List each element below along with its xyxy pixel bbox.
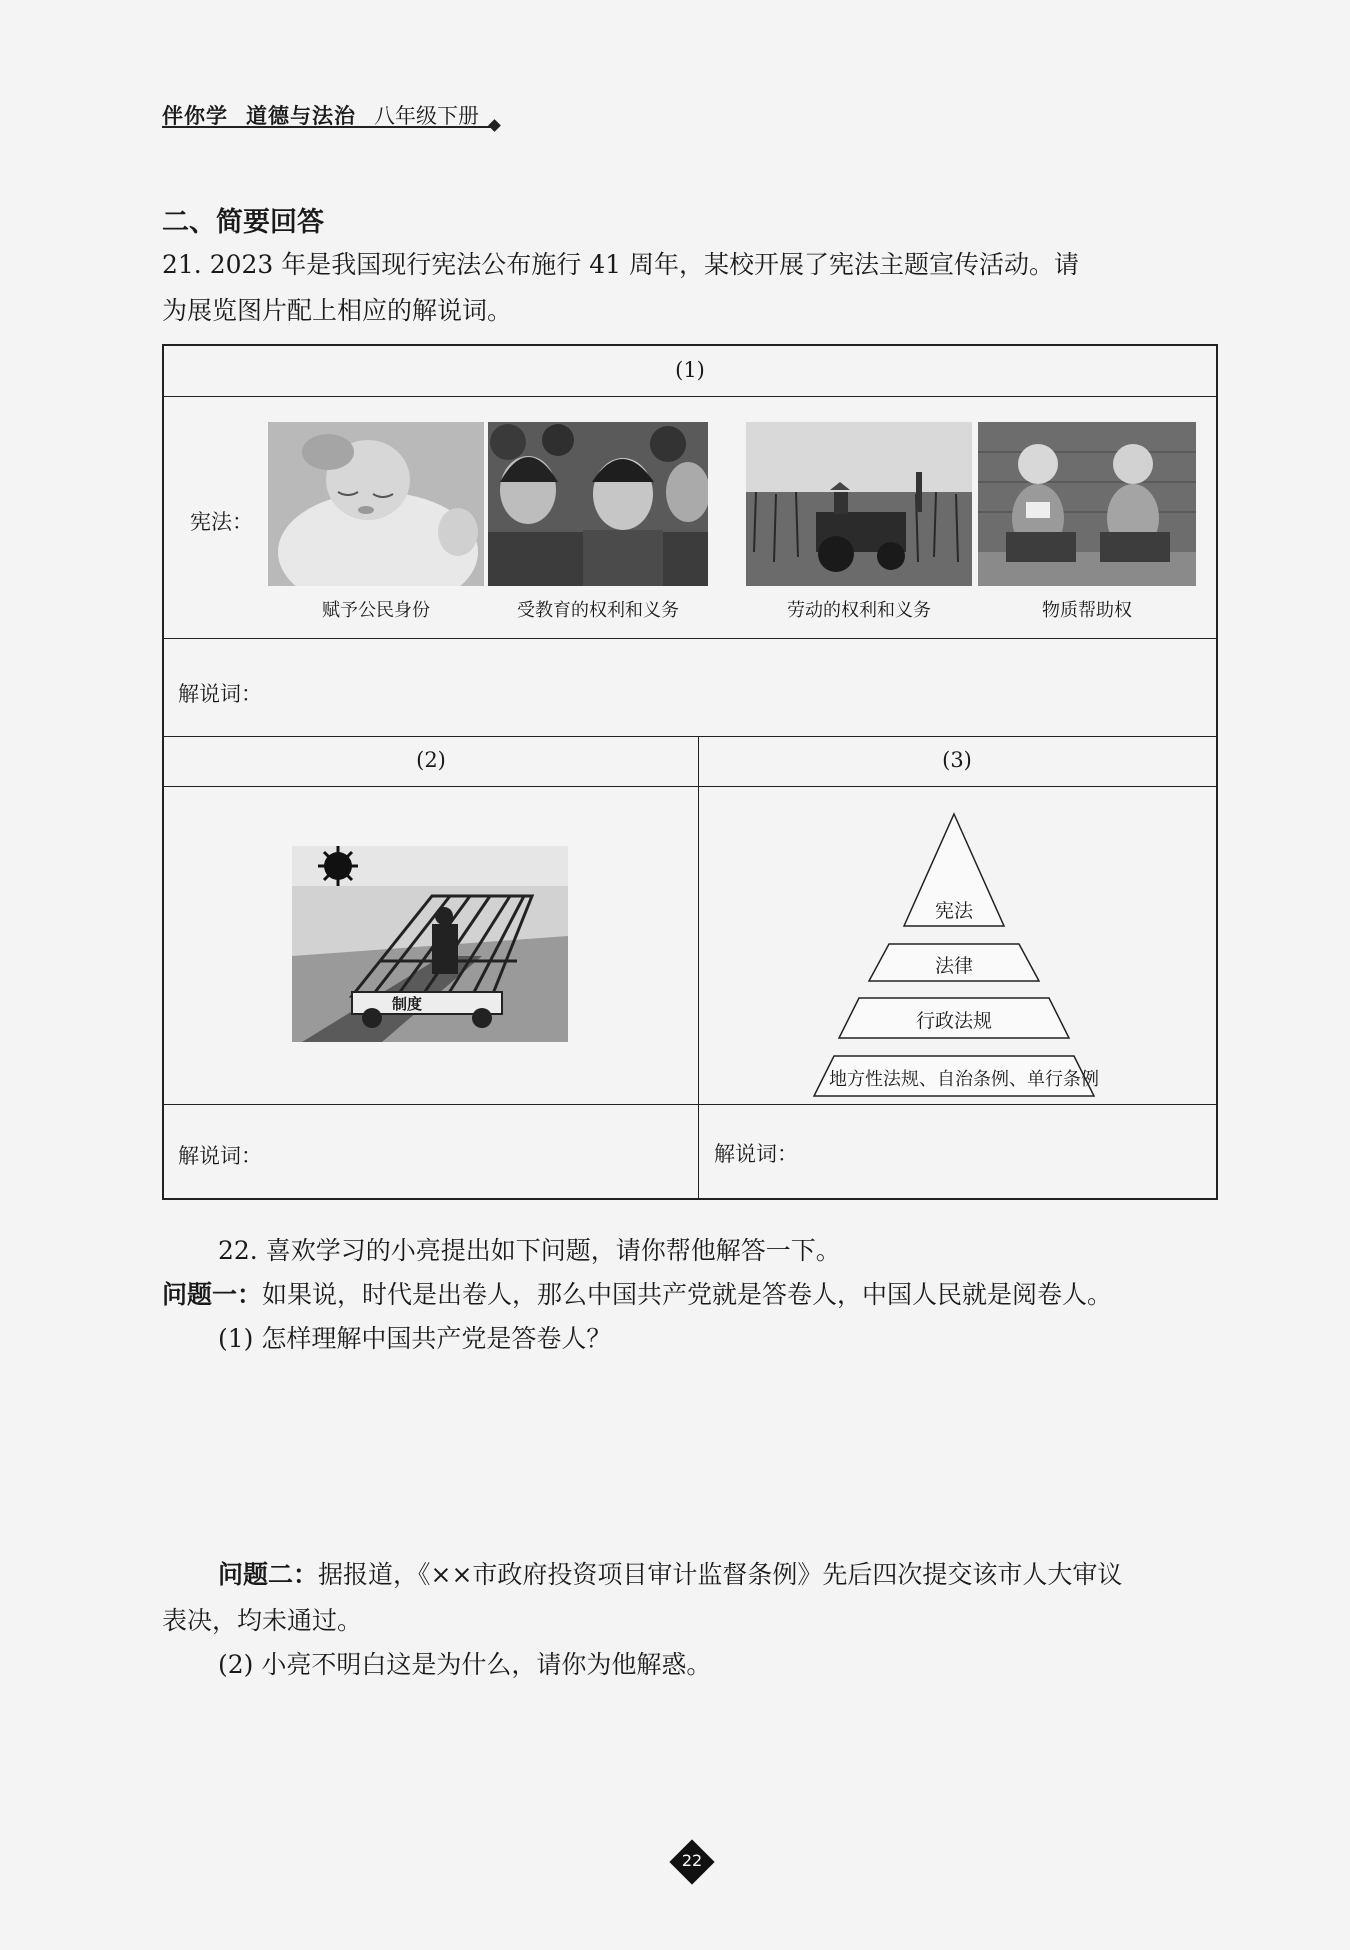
commentary-label-1: 解说词： bbox=[178, 682, 262, 706]
section-title: 二、简要回答 bbox=[162, 207, 324, 238]
row-divider bbox=[164, 396, 1216, 397]
tractor-photo bbox=[746, 422, 972, 586]
row-divider bbox=[164, 638, 1216, 639]
q22-sub2: (2) 小亮不明白这是为什么，请你为他解惑。 bbox=[218, 1650, 712, 1679]
header-diamond-icon bbox=[488, 119, 501, 132]
page-number-text: 22 bbox=[681, 1851, 703, 1870]
pyramid-level-law: 法律 bbox=[934, 955, 973, 977]
caption-education: 受教育的权利和义务 bbox=[517, 600, 679, 621]
pyramid-level-administrative-regulations: 行政法规 bbox=[915, 1010, 992, 1032]
row-divider bbox=[164, 736, 1216, 737]
problem2-text: 据报道，《××市政府投资项目审计监督条例》先后四次提交该市人大审议 bbox=[318, 1560, 1123, 1589]
problem1-label: 问题一： bbox=[162, 1280, 263, 1309]
q21-line1: 21. 2023 年是我国现行宪法公布施行 41 周年，某校开展了宪法主题宣传活动。请 bbox=[162, 250, 1079, 279]
exhibit-table bbox=[162, 344, 1218, 1200]
row-divider bbox=[164, 786, 1216, 787]
problem2-label: 问题二： bbox=[218, 1560, 319, 1589]
elderly-figures-photo bbox=[978, 422, 1196, 586]
q22-intro: 22. 喜欢学习的小亮提出如下问题，请你帮他解答一下。 bbox=[218, 1236, 841, 1265]
constitution-label: 宪法： bbox=[190, 510, 253, 534]
q22-problem2 bbox=[218, 1552, 1222, 1598]
caption-citizen-identity: 赋予公民身份 bbox=[322, 600, 430, 621]
commentary-label-3: 解说词： bbox=[714, 1142, 798, 1166]
part2-heading: (2) bbox=[416, 748, 446, 772]
row-divider bbox=[164, 1104, 1216, 1105]
system-cage-cartoon bbox=[292, 846, 568, 1042]
part3-heading: (3) bbox=[942, 748, 972, 772]
pyramid-level-constitution: 宪法 bbox=[934, 900, 973, 922]
commentary-label-2: 解说词： bbox=[178, 1144, 262, 1168]
column-divider bbox=[698, 736, 699, 1198]
pyramid-level-local-regulations: 地方性法规、自治条例、单行条例 bbox=[829, 1069, 1099, 1090]
subject-name: 道德与法治 bbox=[246, 104, 356, 128]
students-photo bbox=[488, 422, 708, 586]
q22-problem1 bbox=[162, 1272, 1222, 1318]
caption-labor: 劳动的权利和义务 bbox=[787, 600, 931, 621]
q22-problem2-line2: 表决，均未通过。 bbox=[162, 1606, 363, 1635]
grade-name: 八年级下册 bbox=[374, 104, 479, 128]
q21-line2: 为展览图片配上相应的解说词。 bbox=[162, 296, 513, 325]
caption-material-assistance: 物质帮助权 bbox=[1042, 600, 1132, 621]
header-rule bbox=[162, 126, 492, 128]
part1-heading: (1) bbox=[675, 358, 705, 382]
baby-photo bbox=[268, 422, 484, 586]
cage-sign: 制度 bbox=[392, 995, 423, 1013]
page-number bbox=[670, 1840, 714, 1884]
problem1-text: 如果说，时代是出卷人，那么中国共产党就是答卷人，中国人民就是阅卷人。 bbox=[262, 1280, 1113, 1309]
series-name: 伴你学 bbox=[162, 104, 228, 128]
q22-sub1: (1) 怎样理解中国共产党是答卷人？ bbox=[218, 1324, 612, 1353]
